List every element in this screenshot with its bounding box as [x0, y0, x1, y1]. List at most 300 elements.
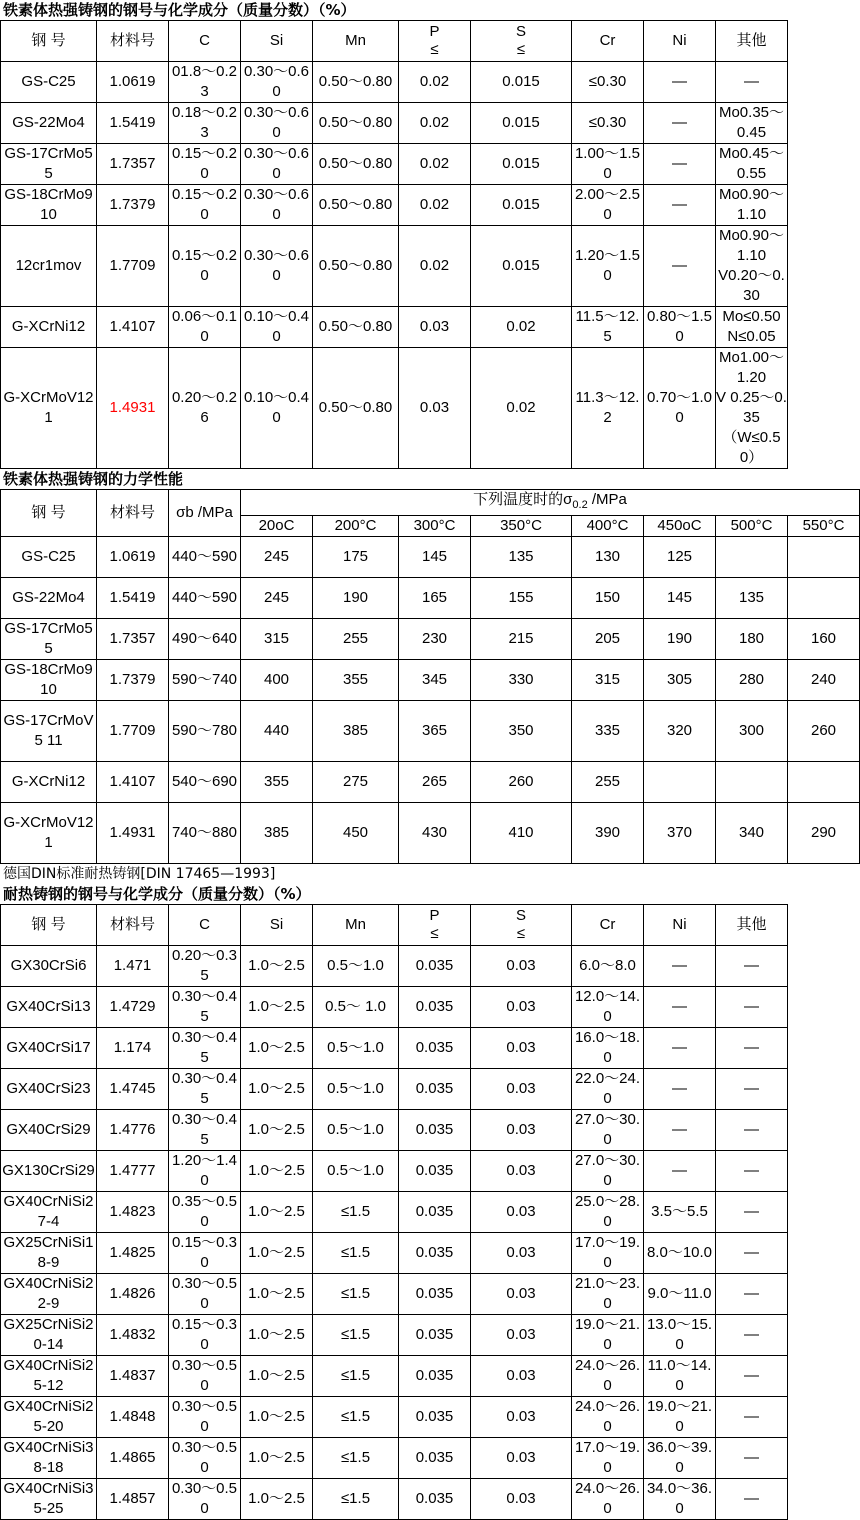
cell-steel-grade: GX25CrNiSi20-14 [1, 1315, 97, 1356]
header-row [1, 490, 860, 516]
cell-mn: 0.50～0.80 [313, 307, 399, 348]
header-s: S ≤ [471, 905, 572, 946]
cell-material-no: 1.7709 [97, 701, 169, 762]
table-row [1, 1315, 788, 1356]
cell-tensile-strength: 590～780 [169, 701, 241, 762]
cell-steel-grade: 12cr1mov [1, 226, 97, 307]
cell-s: 0.03 [471, 1315, 572, 1356]
cell-yield-strength: 135 [716, 578, 788, 619]
cell-cr: ≤0.30 [572, 103, 644, 144]
cell-si: 1.0～2.5 [241, 1151, 313, 1192]
table-row [1, 1192, 788, 1233]
cell-p: 0.035 [399, 1315, 471, 1356]
cell-p: 0.02 [399, 185, 471, 226]
cell-cr: 22.0～24.0 [572, 1069, 644, 1110]
cell-mn: ≤1.5 [313, 1192, 399, 1233]
cell-s: 0.015 [471, 62, 572, 103]
header-si: Si [241, 21, 313, 62]
header-row [1, 905, 788, 946]
cell-c: 0.30～0.50 [169, 1356, 241, 1397]
cell-steel-grade: GS-22Mo4 [1, 103, 97, 144]
cell-s: 0.03 [471, 1479, 572, 1520]
cell-material-no: 1.0619 [97, 62, 169, 103]
table-row [1, 803, 860, 864]
table-row [1, 103, 788, 144]
header-ni: Ni [644, 905, 716, 946]
cell-ni: 0.80～1.50 [644, 307, 716, 348]
cell-steel-grade: G-XCrMoV121 [1, 348, 97, 469]
cell-c: 0.30～0.45 [169, 1028, 241, 1069]
cell-yield-strength: 145 [399, 537, 471, 578]
cell-yield-strength: 190 [644, 619, 716, 660]
cell-steel-grade: G-XCrMoV121 [1, 803, 97, 864]
cell-steel-grade: GX40CrNiSi25-20 [1, 1397, 97, 1438]
cell-yield-strength: 260 [471, 762, 572, 803]
cell-cr: 1.00～1.50 [572, 144, 644, 185]
cell-material-no: 1.7709 [97, 226, 169, 307]
cell-steel-grade: GX40CrNiSi25-12 [1, 1356, 97, 1397]
cell-mn: ≤1.5 [313, 1233, 399, 1274]
cell-mn: 0.50～0.80 [313, 144, 399, 185]
cell-s: 0.015 [471, 103, 572, 144]
table-row [1, 946, 788, 987]
cell-yield-strength: 265 [399, 762, 471, 803]
cell-yield-strength: 385 [313, 701, 399, 762]
header-temp: 20oC [241, 516, 313, 537]
cell-material-no: 1.4776 [97, 1110, 169, 1151]
cell-yield-strength: 450 [313, 803, 399, 864]
cell-steel-grade: GS-17CrMo5 5 [1, 144, 97, 185]
cell-cr: 17.0～19.0 [572, 1233, 644, 1274]
cell-yield-strength: 400 [241, 660, 313, 701]
table-row [1, 185, 788, 226]
cell-p: 0.035 [399, 1479, 471, 1520]
cell-cr: 6.0～8.0 [572, 946, 644, 987]
cell-other: — [716, 1151, 788, 1192]
cell-mn: 0.50～0.80 [313, 185, 399, 226]
cell-mn: ≤1.5 [313, 1315, 399, 1356]
table-row [1, 1233, 788, 1274]
header-temp: 200°C [313, 516, 399, 537]
cell-yield-strength: 240 [788, 660, 860, 701]
cell-cr: 24.0～26.0 [572, 1356, 644, 1397]
cell-yield-strength: 320 [644, 701, 716, 762]
cell-yield-strength: 290 [788, 803, 860, 864]
cell-other: Mo0.45～0.55 [716, 144, 788, 185]
cell-p: 0.035 [399, 1274, 471, 1315]
table-row [1, 1356, 788, 1397]
cell-p: 0.035 [399, 1110, 471, 1151]
cell-material-no: 1.4826 [97, 1274, 169, 1315]
header-si: Si [241, 905, 313, 946]
header-temp: 500°C [716, 516, 788, 537]
cell-yield-strength: 315 [241, 619, 313, 660]
cell-p: 0.035 [399, 1397, 471, 1438]
cell-steel-grade: GX40CrSi17 [1, 1028, 97, 1069]
cell-s: 0.03 [471, 1233, 572, 1274]
table-row [1, 1274, 788, 1315]
cell-si: 0.10～0.40 [241, 348, 313, 469]
table-row [1, 578, 860, 619]
cell-steel-grade: GS-17CrMo5 5 [1, 619, 97, 660]
cell-material-no: 1.7379 [97, 660, 169, 701]
cell-p: 0.02 [399, 226, 471, 307]
cell-p: 0.035 [399, 1192, 471, 1233]
cell-yield-strength: 165 [399, 578, 471, 619]
cell-other: — [716, 1438, 788, 1479]
header-tensile-strength: σb /MPa [169, 490, 241, 537]
cell-tensile-strength: 540～690 [169, 762, 241, 803]
cell-other: — [716, 1110, 788, 1151]
cell-material-no: 1.4931 [97, 348, 169, 469]
cell-ni: — [644, 62, 716, 103]
cell-yield-strength: 245 [241, 537, 313, 578]
cell-si: 0.10～0.40 [241, 307, 313, 348]
cell-si: 0.30～0.60 [241, 144, 313, 185]
cell-s: 0.015 [471, 226, 572, 307]
cell-yield-strength: 130 [572, 537, 644, 578]
cell-yield-strength: 345 [399, 660, 471, 701]
cell-yield-strength: 145 [644, 578, 716, 619]
cell-c: 1.20～1.40 [169, 1151, 241, 1192]
cell-s: 0.02 [471, 307, 572, 348]
cell-yield-strength: 125 [644, 537, 716, 578]
cell-si: 1.0～2.5 [241, 1274, 313, 1315]
cell-ni: — [644, 1110, 716, 1151]
cell-mn: 0.5～1.0 [313, 1069, 399, 1110]
cell-s: 0.03 [471, 1110, 572, 1151]
cell-ni: — [644, 1069, 716, 1110]
cell-c: 0.15～0.30 [169, 1233, 241, 1274]
cell-material-no: 1.4848 [97, 1397, 169, 1438]
cell-yield-strength: 280 [716, 660, 788, 701]
cell-ni: 19.0～21.0 [644, 1397, 716, 1438]
cell-yield-strength: 330 [471, 660, 572, 701]
cell-material-no: 1.4931 [97, 803, 169, 864]
cell-p: 0.02 [399, 103, 471, 144]
cell-c: 0.20～0.35 [169, 946, 241, 987]
cell-ni: 9.0～11.0 [644, 1274, 716, 1315]
cell-yield-strength: 440 [241, 701, 313, 762]
cell-yield-strength: 355 [313, 660, 399, 701]
header-material-no: 材料号 [97, 21, 169, 62]
cell-si: 1.0～2.5 [241, 1397, 313, 1438]
cell-p: 0.035 [399, 1438, 471, 1479]
cell-p: 0.02 [399, 144, 471, 185]
cell-p: 0.035 [399, 1356, 471, 1397]
cell-mn: ≤1.5 [313, 1274, 399, 1315]
section2-title: 铁素体热强铸钢的力学性能 [3, 470, 184, 488]
header-material-no: 材料号 [97, 490, 169, 537]
cell-yield-strength: 410 [471, 803, 572, 864]
cell-material-no: 1.4777 [97, 1151, 169, 1192]
cell-c: 0.15～0.30 [169, 1315, 241, 1356]
cell-other: — [716, 1192, 788, 1233]
table-row [1, 1479, 788, 1520]
header-steel-grade: 钢 号 [1, 905, 97, 946]
cell-s: 0.03 [471, 1151, 572, 1192]
cell-cr: 19.0～21.0 [572, 1315, 644, 1356]
cell-mn: ≤1.5 [313, 1356, 399, 1397]
cell-material-no: 1.5419 [97, 578, 169, 619]
cell-steel-grade: GS-22Mo4 [1, 578, 97, 619]
cell-ni: — [644, 1151, 716, 1192]
table-row [1, 62, 788, 103]
header-material-no: 材料号 [97, 905, 169, 946]
table-row [1, 1069, 788, 1110]
cell-other: Mo0.90～1.10 V0.20～0.30 [716, 226, 788, 307]
table-row [1, 1028, 788, 1069]
cell-other: — [716, 1479, 788, 1520]
section3-title: 耐热铸钢的钢号与化学成分（质量分数）（%） [3, 885, 311, 903]
cell-material-no: 1.4825 [97, 1233, 169, 1274]
header-c: C [169, 21, 241, 62]
cell-si: 1.0～2.5 [241, 1028, 313, 1069]
cell-yield-strength: 300 [716, 701, 788, 762]
cell-si: 0.30～0.60 [241, 62, 313, 103]
table-row [1, 226, 788, 307]
cell-steel-grade: GX40CrNiSi38-18 [1, 1438, 97, 1479]
cell-yield-strength [644, 762, 716, 803]
cell-other: Mo0.90～1.10 [716, 185, 788, 226]
table-row [1, 144, 788, 185]
cell-material-no: 1.4107 [97, 762, 169, 803]
cell-material-no: 1.7379 [97, 185, 169, 226]
cell-ni: — [644, 144, 716, 185]
cell-mn: ≤1.5 [313, 1479, 399, 1520]
cell-yield-strength: 315 [572, 660, 644, 701]
table-row [1, 660, 860, 701]
cell-other: — [716, 62, 788, 103]
cell-steel-grade: GX40CrNiSi27-4 [1, 1192, 97, 1233]
cell-material-no: 1.5419 [97, 103, 169, 144]
cell-ni: — [644, 226, 716, 307]
cell-yield-strength: 160 [788, 619, 860, 660]
cell-other: — [716, 987, 788, 1028]
cell-si: 1.0～2.5 [241, 946, 313, 987]
cell-cr: 2.00～2.50 [572, 185, 644, 226]
cell-p: 0.035 [399, 987, 471, 1028]
cell-yield-strength: 175 [313, 537, 399, 578]
cell-c: 0.18～0.23 [169, 103, 241, 144]
header-temp: 400°C [572, 516, 644, 537]
cell-steel-grade: GX40CrSi29 [1, 1110, 97, 1151]
cell-steel-grade: GS-18CrMo9 10 [1, 185, 97, 226]
header-ni: Ni [644, 21, 716, 62]
cell-mn: ≤1.5 [313, 1438, 399, 1479]
cell-cr: 16.0～18.0 [572, 1028, 644, 1069]
cell-cr: 12.0～14.0 [572, 987, 644, 1028]
table-row [1, 619, 860, 660]
cell-tensile-strength: 440～590 [169, 537, 241, 578]
cell-ni: 36.0～39.0 [644, 1438, 716, 1479]
header-cr: Cr [572, 21, 644, 62]
mechanical-properties-table [0, 489, 860, 864]
cell-other: — [716, 1315, 788, 1356]
table-row [1, 537, 860, 578]
cell-p: 0.03 [399, 348, 471, 469]
cell-mn: 0.5～ 1.0 [313, 987, 399, 1028]
cell-yield-strength: 215 [471, 619, 572, 660]
cell-yield-strength: 275 [313, 762, 399, 803]
header-other: 其他 [716, 21, 788, 62]
cell-yield-strength: 385 [241, 803, 313, 864]
cell-s: 0.03 [471, 1028, 572, 1069]
cell-cr: ≤0.30 [572, 62, 644, 103]
cell-ni: 3.5～5.5 [644, 1192, 716, 1233]
header-other: 其他 [716, 905, 788, 946]
cell-yield-strength: 335 [572, 701, 644, 762]
chemical-composition-table [0, 20, 788, 469]
table-row [1, 1438, 788, 1479]
cell-si: 1.0～2.5 [241, 1110, 313, 1151]
cell-c: 0.35～0.50 [169, 1192, 241, 1233]
cell-steel-grade: GX40CrNiSi22-9 [1, 1274, 97, 1315]
table-row [1, 1110, 788, 1151]
cell-mn: 0.5～1.0 [313, 1028, 399, 1069]
cell-steel-grade: GX30CrSi6 [1, 946, 97, 987]
table-row [1, 1397, 788, 1438]
cell-s: 0.03 [471, 1397, 572, 1438]
cell-ni: 0.70～1.00 [644, 348, 716, 469]
cell-steel-grade: GS-C25 [1, 537, 97, 578]
cell-yield-strength: 370 [644, 803, 716, 864]
cell-ni: — [644, 946, 716, 987]
cell-ni: 8.0～10.0 [644, 1233, 716, 1274]
cell-yield-strength: 155 [471, 578, 572, 619]
cell-cr: 27.0～30.0 [572, 1110, 644, 1151]
header-s: S ≤ [471, 21, 572, 62]
cell-mn: 0.50～0.80 [313, 348, 399, 469]
cell-p: 0.02 [399, 62, 471, 103]
cell-cr: 11.3～12.2 [572, 348, 644, 469]
table-row [1, 701, 860, 762]
cell-yield-strength: 255 [313, 619, 399, 660]
cell-tensile-strength: 590～740 [169, 660, 241, 701]
cell-other: — [716, 1274, 788, 1315]
table-row [1, 762, 860, 803]
table-row [1, 348, 788, 469]
cell-yield-strength: 190 [313, 578, 399, 619]
standard-note: 德国DIN标准耐热铸钢[DIN 17465—1993] [3, 866, 276, 882]
cell-other: — [716, 1397, 788, 1438]
cell-s: 0.02 [471, 348, 572, 469]
cell-steel-grade: GX40CrNiSi35-25 [1, 1479, 97, 1520]
cell-material-no: 1.7357 [97, 144, 169, 185]
cell-si: 1.0～2.5 [241, 1315, 313, 1356]
cell-c: 0.20～0.26 [169, 348, 241, 469]
cell-si: 0.30～0.60 [241, 185, 313, 226]
cell-other: — [716, 1069, 788, 1110]
cell-p: 0.035 [399, 946, 471, 987]
cell-c: 0.06～0.10 [169, 307, 241, 348]
cell-s: 0.015 [471, 144, 572, 185]
cell-yield-strength [788, 762, 860, 803]
cell-s: 0.03 [471, 1356, 572, 1397]
header-temp: 300°C [399, 516, 471, 537]
cell-c: 0.15～0.20 [169, 226, 241, 307]
cell-steel-grade: GX25CrNiSi18-9 [1, 1233, 97, 1274]
cell-ni: 34.0～36.0 [644, 1479, 716, 1520]
cell-yield-strength: 365 [399, 701, 471, 762]
cell-material-no: 1.4107 [97, 307, 169, 348]
cell-material-no: 1.471 [97, 946, 169, 987]
cell-material-no: 1.4865 [97, 1438, 169, 1479]
cell-cr: 27.0～30.0 [572, 1151, 644, 1192]
header-yield-strength-at-temperature: 下列温度时的$\sigma_{0.2}$ /MPa [241, 490, 860, 516]
section1-title: 铁素体热强铸钢的钢号与化学成分（质量分数）（%） [3, 1, 356, 19]
cell-yield-strength [716, 537, 788, 578]
cell-cr: 24.0～26.0 [572, 1479, 644, 1520]
cell-s: 0.03 [471, 1192, 572, 1233]
cell-p: 0.035 [399, 1151, 471, 1192]
cell-ni: 11.0～14.0 [644, 1356, 716, 1397]
cell-yield-strength: 205 [572, 619, 644, 660]
table-row [1, 307, 788, 348]
cell-material-no: 1.4823 [97, 1192, 169, 1233]
cell-si: 1.0～2.5 [241, 1356, 313, 1397]
cell-material-no: 1.174 [97, 1028, 169, 1069]
cell-mn: ≤1.5 [313, 1397, 399, 1438]
cell-yield-strength: 355 [241, 762, 313, 803]
cell-other: — [716, 1233, 788, 1274]
cell-steel-grade: GX40CrSi13 [1, 987, 97, 1028]
cell-c: 01.8～0.23 [169, 62, 241, 103]
header-temp: 450oC [644, 516, 716, 537]
cell-c: 0.30～0.45 [169, 1069, 241, 1110]
heat-resistant-composition-table [0, 904, 788, 1520]
cell-ni: 13.0～15.0 [644, 1315, 716, 1356]
cell-yield-strength: 430 [399, 803, 471, 864]
cell-yield-strength: 260 [788, 701, 860, 762]
cell-tensile-strength: 740～880 [169, 803, 241, 864]
cell-cr: 24.0～26.0 [572, 1397, 644, 1438]
header-p: P ≤ [399, 21, 471, 62]
cell-si: 1.0～2.5 [241, 1069, 313, 1110]
cell-yield-strength: 340 [716, 803, 788, 864]
header-temp: 350°C [471, 516, 572, 537]
cell-mn: 0.5～1.0 [313, 1110, 399, 1151]
cell-s: 0.03 [471, 946, 572, 987]
cell-cr: 11.5～12.5 [572, 307, 644, 348]
cell-yield-strength [788, 537, 860, 578]
cell-cr: 25.0～28.0 [572, 1192, 644, 1233]
cell-c: 0.30～0.50 [169, 1479, 241, 1520]
table-row [1, 1151, 788, 1192]
cell-material-no: 1.4857 [97, 1479, 169, 1520]
cell-other: — [716, 1356, 788, 1397]
header-steel-grade: 钢 号 [1, 490, 97, 537]
header-temp: 550°C [788, 516, 860, 537]
cell-ni: — [644, 1028, 716, 1069]
cell-yield-strength: 245 [241, 578, 313, 619]
cell-steel-grade: G-XCrNi12 [1, 307, 97, 348]
cell-yield-strength: 390 [572, 803, 644, 864]
cell-cr: 1.20～1.50 [572, 226, 644, 307]
cell-ni: — [644, 103, 716, 144]
cell-yield-strength: 305 [644, 660, 716, 701]
cell-other: — [716, 946, 788, 987]
cell-yield-strength: 150 [572, 578, 644, 619]
cell-yield-strength [788, 578, 860, 619]
cell-c: 0.15～0.20 [169, 144, 241, 185]
header-c: C [169, 905, 241, 946]
cell-c: 0.15～0.20 [169, 185, 241, 226]
cell-si: 1.0～2.5 [241, 1479, 313, 1520]
cell-cr: 21.0～23.0 [572, 1274, 644, 1315]
cell-c: 0.30～0.50 [169, 1397, 241, 1438]
cell-yield-strength: 180 [716, 619, 788, 660]
